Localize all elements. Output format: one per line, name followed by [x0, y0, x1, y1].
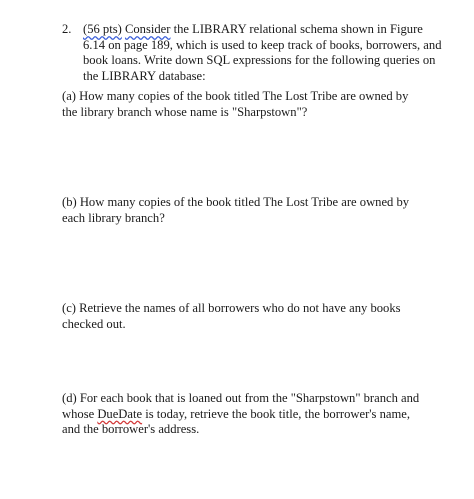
consider-word: Consider: [124, 22, 171, 36]
points-label: (56 pts): [83, 22, 122, 36]
part-a-text: (a) How many copies of the book titled The Lost Tribe are owned by the library branch whose name is "Sharpstown"?: [62, 89, 409, 119]
question-intro: [83, 22, 442, 84]
duedate-word: DueDate: [97, 406, 143, 421]
part-d-text-end: is today, retrieve the book title, the borrower's name, and the borrower's address.: [62, 406, 411, 436]
part-c-text: (c) Retrieve the names of all borrowers who do not have any books checked out.: [62, 301, 401, 331]
part-d-text: [62, 391, 422, 438]
question-intro-text: the LIBRARY relational schema shown in Figure 6.14 on page 189, which is used to keep track of books, borrowers, and book loans. Write down SQL expressions for the following queries on the LIBRARY database:: [83, 22, 442, 83]
part-b-text: (b) How many copies of the book titled The Lost Tribe are owned by each library branch?: [62, 195, 410, 225]
part-d-text-start: (d) For each book that is loaned out from the "Sharpstown" branch and whose: [62, 391, 420, 421]
question-2-header: [62, 22, 442, 84]
question-number: 2.: [62, 22, 72, 36]
